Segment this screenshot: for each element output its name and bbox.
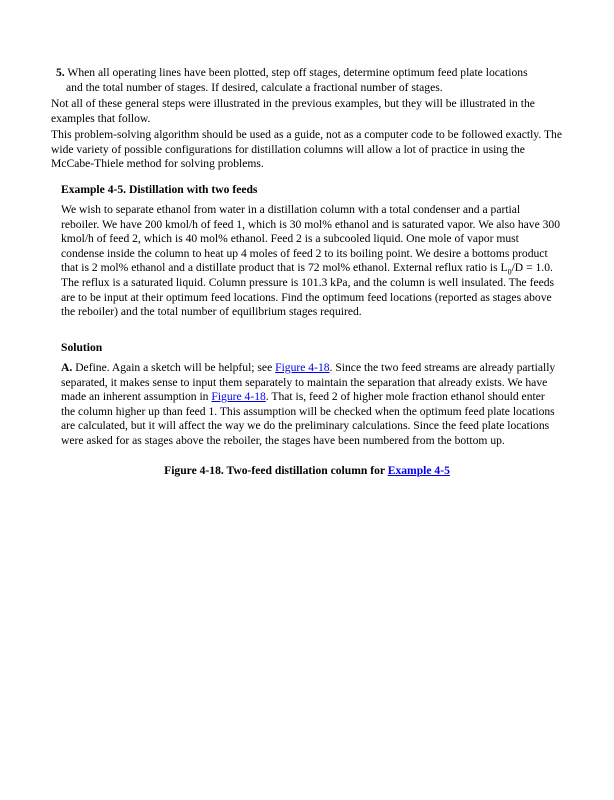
solution-title: Solution <box>61 341 103 354</box>
figure-caption-text: Figure 4-18. Two-feed distillation column for <box>164 464 388 477</box>
example-4-5-link[interactable]: Example 4-5 <box>387 464 450 477</box>
example-body-part-b: /D = 1.0. The reflux is a saturated liquid. Column pressure is 101.3 kPa, and the column is well insulated. The feeds are to be input at their optimum feed locations. Find the optimum feed locations (reported as stages above the reboiler) and the total number of equilibrium stages required. <box>61 261 555 319</box>
example-title: Example 4-5. Distillation with two feeds <box>61 183 258 196</box>
paragraph-algorithm-guide: This problem-solving algorithm should be used as a guide, not as a computer code to be followed exactly. The wide variety of possible configurations for distillation columns will allow a lot of practice in using the McCabe-Thiele method for solving problems. <box>51 128 562 171</box>
step-5-item <box>56 66 566 95</box>
step-5-line-2: and the total number of stages. If desired, calculate a fractional number of stages. <box>66 80 443 94</box>
step-a-text-a: Define. Again a sketch will be helpful; see <box>75 361 276 374</box>
reflux-subscript: 0 <box>507 267 512 277</box>
step-5-number: 5. <box>56 66 65 79</box>
step-a-text-c: . That is, feed 2 of higher mole fraction ethanol should enter the column higher up than feed 1. This assumption will be checked when the optimum feed plate locations are calculated, but it will affect the way we do the preliminary calculations. Since the feed plate locations were asked for as stages above the reboiler, the stages have been numbered from the bottom up. <box>61 390 555 447</box>
figure-4-18-link-1[interactable]: Figure 4-18 <box>275 361 330 374</box>
example-body-part-a: We wish to separate ethanol from water in a distillation column with a total condenser and a partial reboiler. We have 200 kmol/h of feed 1, which is 30 mol% ethanol and is saturated vapor. We also have 300 kmol/h of feed 2, which is 40 mol% ethanol. Feed 2 is a subcooled liquid. One mole of vapor must condense inside the column to heat up 4 moles of feed 2 to its boiling point. We desire a bottoms product that is 2 mol% ethanol and a distillate product that is 72 mol% ethanol. External reflux ratio is L <box>61 203 561 275</box>
step-a-text-b: . Since the two feed streams are already partially separated, it makes sense to input them separately to maintain the separation that already exists. We have made an inherent assumption in <box>61 361 556 404</box>
solution-step-a <box>61 361 561 449</box>
step-5-line-1: When all operating lines have been plotted, step off stages, determine optimum feed plate locations <box>67 66 528 79</box>
example-body <box>61 203 561 320</box>
paragraph-general-steps: Not all of these general steps were illustrated in the previous examples, but they will be illustrated in the examples that follow. <box>51 97 535 125</box>
figure-caption <box>0 464 614 479</box>
figure-4-18-link-2[interactable]: Figure 4-18 <box>211 390 266 404</box>
step-a-label: A. <box>61 361 73 374</box>
